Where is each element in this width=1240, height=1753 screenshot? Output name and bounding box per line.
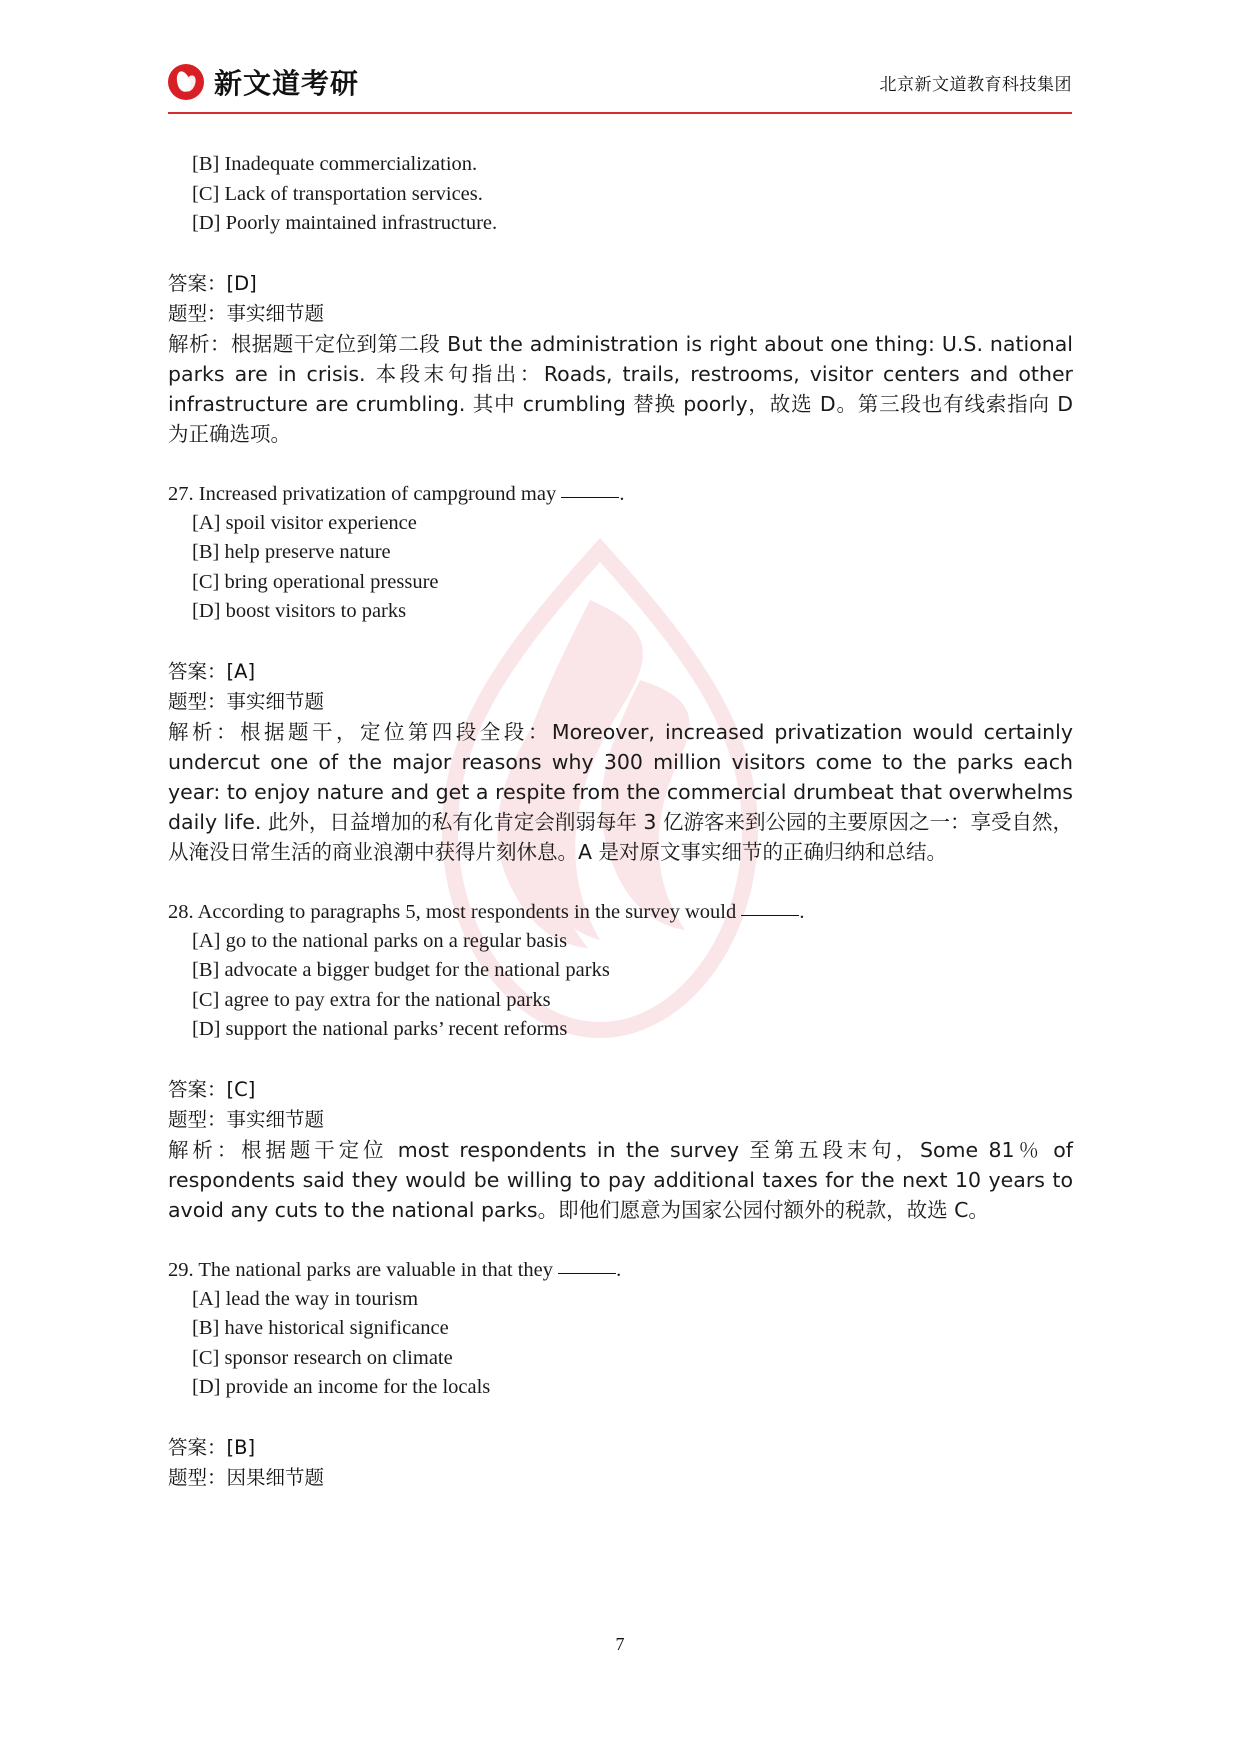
answer-blank bbox=[561, 497, 619, 498]
question-text-end: . bbox=[799, 900, 805, 923]
question-text-end: . bbox=[619, 482, 625, 505]
answer-value: [C] bbox=[226, 1077, 256, 1101]
question-stem bbox=[168, 479, 1073, 509]
option-item: [C] sponsor research on climate bbox=[192, 1346, 453, 1369]
question-type-label: 题型： bbox=[168, 301, 227, 325]
analysis-text: 解析：根据题干定位 most respondents in the survey 至第五段末句，Some 81％ of respondents said they would be willing to pay additional taxes for the next 10 years to avoid any cuts to the national parks。即他们愿意为国家公园付额外的税款，故选 C。 bbox=[168, 1137, 1073, 1222]
option-item: [B] Inadequate commercialization. bbox=[192, 153, 478, 175]
question-stem bbox=[168, 897, 1073, 927]
question-number: 27. bbox=[168, 482, 194, 505]
answer-label: 答案： bbox=[168, 271, 227, 295]
option-item: [A] go to the national parks on a regular basis bbox=[192, 929, 568, 952]
explanation-q28 bbox=[168, 1075, 1073, 1225]
question-number: 29. bbox=[168, 1258, 194, 1281]
option-item: [C] agree to pay extra for the national parks bbox=[192, 988, 551, 1011]
question-stem bbox=[168, 1255, 1073, 1285]
explanation-q29 bbox=[168, 1433, 1073, 1493]
option-item: [C] Lack of transportation services. bbox=[192, 182, 483, 205]
explanation-q26 bbox=[168, 269, 1073, 449]
organization-name: 北京新文道教育科技集团 bbox=[879, 74, 1072, 95]
analysis-text: 解析：根据题干，定位第四段全段：Moreover, increased privatization would certainly undercut one of the major reasons why 300 million visitors come to the parks each year: to enjoy nature and get a respite from the commercial drumbeat that overwhelms daily life. 此外，日益增加的私有化肯定会削弱每年 3 亿游客来到公园的主要原因之一：享受自然，从淹没日常生活的商业浪潮中获得片刻休息。A 是对原文事实细节的正确归纳和总结。 bbox=[168, 719, 1073, 864]
explanation-q27 bbox=[168, 657, 1073, 867]
analysis-text: 解析：根据题干定位到第二段 But the administration is right about one thing: U.S. national parks are in crisis. 本段末句指出：Roads, trails, restrooms, visitor centers and other infrastructure are crumbling. 其中 crumbling 替换 poorly，故选 D。第三段也有线索指向 D 为正确选项。 bbox=[168, 331, 1073, 446]
answer-blank bbox=[558, 1273, 616, 1274]
answer-value: [B] bbox=[226, 1435, 256, 1459]
question-text: Increased privatization of campground may bbox=[198, 482, 557, 505]
question-type-line bbox=[168, 1463, 1073, 1493]
brand-name: 新文道考研 bbox=[214, 67, 360, 100]
option-item: [A] lead the way in tourism bbox=[192, 1287, 419, 1310]
flame-circle-logo-icon bbox=[168, 64, 204, 100]
question-type-line bbox=[168, 299, 1073, 329]
question-type-value: 事实细节题 bbox=[226, 1107, 325, 1131]
option-item: [B] help preserve nature bbox=[192, 541, 391, 563]
answer-value: [D] bbox=[226, 271, 257, 295]
option-item: [A] spoil visitor experience bbox=[192, 511, 417, 534]
option-item: [D] provide an income for the locals bbox=[192, 1376, 491, 1398]
answer-line bbox=[168, 1075, 1073, 1105]
document-body bbox=[168, 150, 1073, 1493]
page-number: 7 bbox=[615, 1634, 625, 1654]
question-type-label: 题型： bbox=[168, 1107, 227, 1131]
answer-line bbox=[168, 269, 1073, 299]
question-28 bbox=[168, 897, 1073, 1045]
option-item: [D] boost visitors to parks bbox=[192, 600, 407, 622]
question-type-label: 题型： bbox=[168, 689, 227, 713]
option-item: [D] support the national parks’ recent reforms bbox=[192, 1018, 568, 1040]
option-item: [B] advocate a bigger budget for the national parks bbox=[192, 959, 610, 981]
question-29 bbox=[168, 1255, 1073, 1403]
question-type-line bbox=[168, 687, 1073, 717]
option-item: [B] have historical significance bbox=[192, 1317, 449, 1339]
question-type-line bbox=[168, 1105, 1073, 1135]
page-header bbox=[168, 52, 1072, 114]
question-type-value: 因果细节题 bbox=[226, 1465, 325, 1489]
answer-value: [A] bbox=[226, 659, 256, 683]
brand bbox=[168, 62, 359, 102]
answer-label: 答案： bbox=[168, 1077, 227, 1101]
question-type-value: 事实细节题 bbox=[226, 301, 325, 325]
question-text-end: . bbox=[616, 1258, 622, 1281]
answer-label: 答案： bbox=[168, 659, 227, 683]
answer-blank bbox=[741, 915, 799, 916]
option-item: [D] Poorly maintained infrastructure. bbox=[192, 212, 498, 234]
carryover-options bbox=[168, 150, 1073, 239]
question-27 bbox=[168, 479, 1073, 627]
answer-label: 答案： bbox=[168, 1435, 227, 1459]
question-text: According to paragraphs 5, most respondents in the survey would bbox=[197, 900, 737, 923]
question-type-label: 题型： bbox=[168, 1465, 227, 1489]
answer-line bbox=[168, 1433, 1073, 1463]
question-type-value: 事实细节题 bbox=[226, 689, 325, 713]
answer-line bbox=[168, 657, 1073, 687]
option-item: [C] bring operational pressure bbox=[192, 570, 439, 593]
question-number: 28. bbox=[168, 900, 194, 923]
question-text: The national parks are valuable in that they bbox=[198, 1258, 554, 1281]
